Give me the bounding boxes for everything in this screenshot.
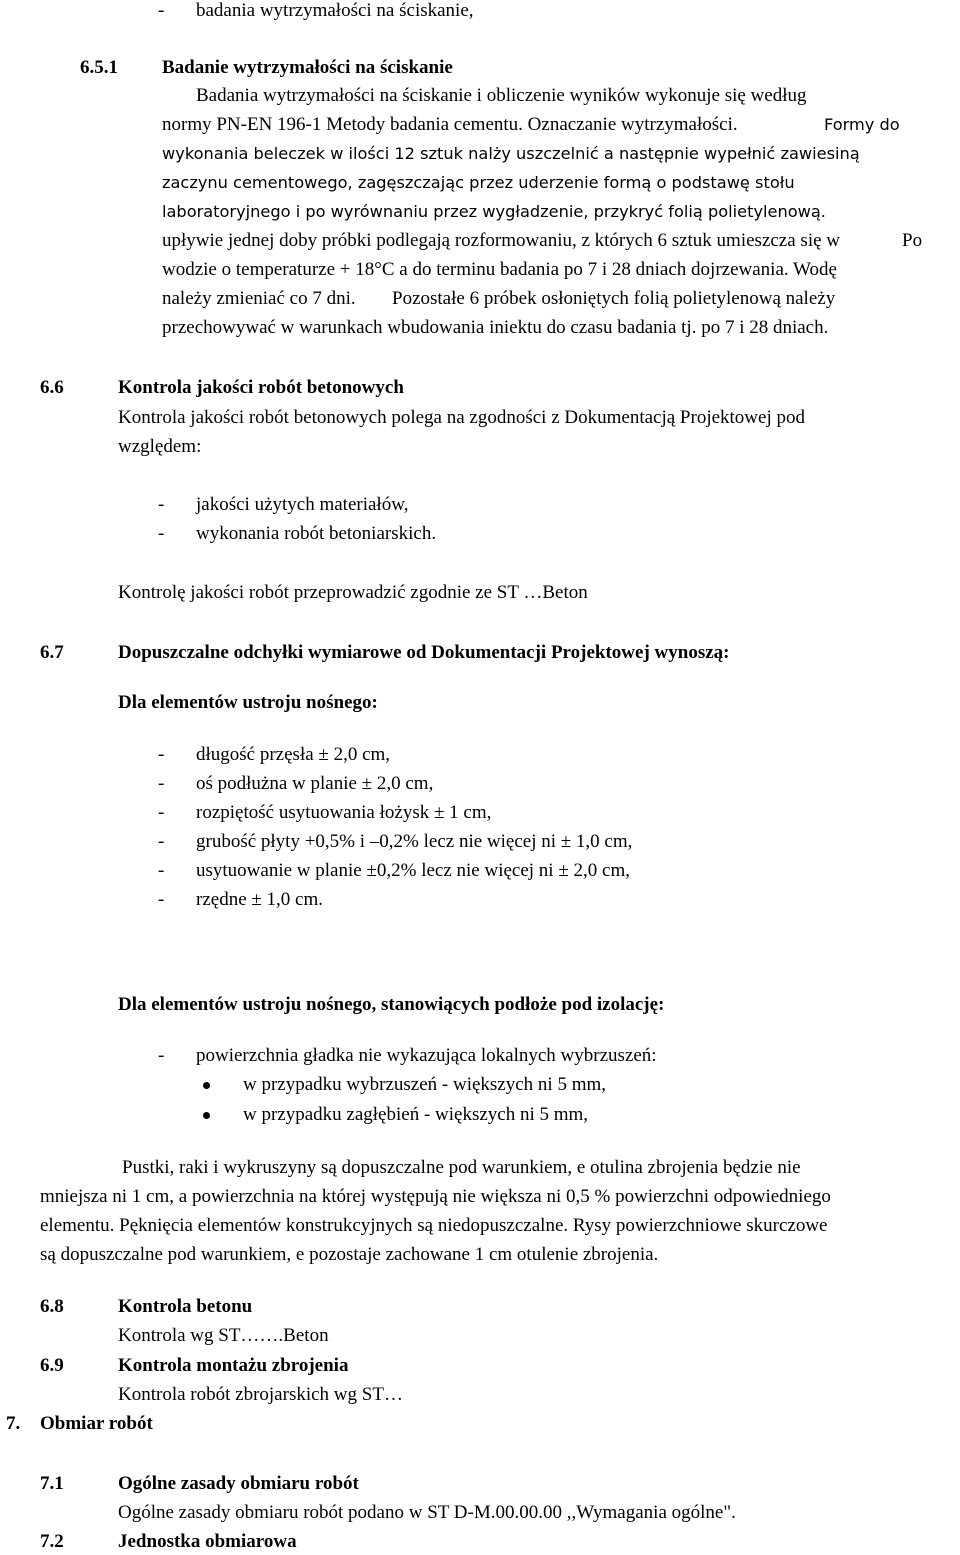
paragraph-line: należy zmieniać co 7 dni. — [162, 288, 356, 309]
paragraph-line: mniejsza ni 1 cm, a powierzchnia na której występują nie większa ni 0,5 % powierzchni odpowiedniego — [40, 1186, 831, 1207]
list-dash: - — [158, 860, 165, 881]
section-number-7: 7. — [6, 1413, 21, 1434]
list-dash: - — [158, 744, 165, 765]
subheading: Dla elementów ustroju nośnego, stanowiących podłoże pod izolację: — [118, 994, 665, 1015]
list-item: grubość płyty +0,5% i –0,2% lecz nie więcej ni ± 1,0 cm, — [196, 831, 633, 852]
section-title-6-6: Kontrola jakości robót betonowych — [118, 377, 404, 398]
list-dash: - — [158, 1045, 165, 1066]
section-number-7-1: 7.1 — [40, 1473, 64, 1494]
bullet-item: w przypadku wybrzuszeń - większych ni 5 mm, — [243, 1074, 607, 1095]
paragraph-line: Pozostałe 6 próbek osłoniętych folią polietylenową należy — [392, 288, 836, 309]
section-number-6-5-1: 6.5.1 — [80, 57, 118, 78]
paragraph-line: wodzie o temperaturze + 18°C a do terminu badania po 7 i 28 dniach dojrzewania. Wodę — [162, 259, 837, 280]
list-item-top: badania wytrzymałości na ściskanie, — [196, 0, 474, 21]
list-dash: - — [158, 889, 165, 910]
paragraph-line: Kontrola jakości robót betonowych polega na zgodności z Dokumentacją Projektowej pod — [118, 407, 805, 428]
section-title-7: Obmiar robót — [40, 1413, 153, 1434]
list-dash: - — [158, 0, 165, 21]
paragraph-line: Formy do — [824, 115, 900, 134]
section-title-6-9: Kontrola montażu zbrojenia — [118, 1355, 349, 1376]
paragraph-line: przechowywać w warunkach wbudowania iniektu do czasu badania tj. po 7 i 28 dniach. — [162, 317, 829, 338]
paragraph-line: Kontrolę jakości robót przeprowadzić zgodnie ze ST …Beton — [118, 582, 588, 603]
list-item: długość przęsła ± 2,0 cm, — [196, 744, 391, 765]
section-title-7-2: Jednostka obmiarowa — [118, 1531, 297, 1552]
bullet-item: w przypadku zagłębień - większych ni 5 mm, — [243, 1104, 589, 1125]
subheading: Dla elementów ustroju nośnego: — [118, 692, 378, 713]
paragraph-line: elementu. Pęknięcia elementów konstrukcyjnych są niedopuszczalne. Rysy powierzchniowe skurczowe — [40, 1215, 828, 1236]
paragraph-line: zaczynu cementowego, zagęszczając przez uderzenie formą o podstawę stołu — [162, 173, 795, 192]
section-number-6-6: 6.6 — [40, 377, 64, 398]
list-item: wykonania robót betoniarskich. — [196, 523, 437, 544]
bullet-icon — [203, 1082, 210, 1089]
list-item: usytuowanie w planie ±0,2% lecz nie więcej ni ± 2,0 cm, — [196, 860, 630, 881]
list-dash: - — [158, 494, 165, 515]
list-item: powierzchnia gładka nie wykazująca lokalnych wybrzuszeń: — [196, 1045, 657, 1066]
list-dash: - — [158, 831, 165, 852]
paragraph-line: Badania wytrzymałości na ściskanie i obliczenie wyników wykonuje się według — [196, 85, 807, 106]
list-item: oś podłużna w planie ± 2,0 cm, — [196, 773, 434, 794]
section-title-7-1: Ogólne zasady obmiaru robót — [118, 1473, 359, 1494]
list-dash: - — [158, 773, 165, 794]
list-item: rozpiętość usytuowania łożysk ± 1 cm, — [196, 802, 492, 823]
paragraph-line: Pustki, raki i wykruszyny są dopuszczalne pod warunkiem, e otulina zbrojenia będzie nie — [122, 1157, 801, 1178]
section-number-6-9: 6.9 — [40, 1355, 64, 1376]
list-item: rzędne ± 1,0 cm. — [196, 889, 324, 910]
section-title-6-5-1: Badanie wytrzymałości na ściskanie — [162, 57, 453, 78]
paragraph-line: Ogólne zasady obmiaru robót podano w ST D-M.00.00.00 ,,Wymagania ogólne". — [118, 1502, 736, 1523]
paragraph-line: Po — [902, 230, 923, 251]
paragraph-line: są dopuszczalne pod warunkiem, e pozostaje zachowane 1 cm otulenie zbrojenia. — [40, 1244, 659, 1265]
section-number-7-2: 7.2 — [40, 1531, 64, 1552]
paragraph-line: Kontrola robót zbrojarskich wg ST… — [118, 1384, 403, 1405]
paragraph-line: upływie jednej doby próbki podlegają rozformowaniu, z których 6 sztuk umieszcza się w — [162, 230, 840, 251]
paragraph-line: wykonania beleczek w ilości 12 sztuk nalży uszczelnić a następnie wypełnić zawiesiną — [162, 144, 860, 163]
list-dash: - — [158, 802, 165, 823]
paragraph-line: normy PN-EN 196-1 Metody badania cementu. Oznaczanie wytrzymałości. — [162, 114, 738, 135]
section-title-6-8: Kontrola betonu — [118, 1296, 253, 1317]
bullet-icon — [203, 1112, 210, 1119]
list-item: jakości użytych materiałów, — [196, 494, 409, 515]
section-title-6-7: Dopuszczalne odchyłki wymiarowe od Dokumentacji Projektowej wynoszą: — [118, 642, 730, 663]
paragraph-line: Kontrola wg ST…….Beton — [118, 1325, 329, 1346]
section-number-6-7: 6.7 — [40, 642, 64, 663]
section-number-6-8: 6.8 — [40, 1296, 64, 1317]
paragraph-line: względem: — [118, 436, 202, 457]
paragraph-line: laboratoryjnego i po wyrównaniu przez wygładzenie, przykryć folią polietylenową. — [162, 202, 826, 221]
list-dash: - — [158, 523, 165, 544]
